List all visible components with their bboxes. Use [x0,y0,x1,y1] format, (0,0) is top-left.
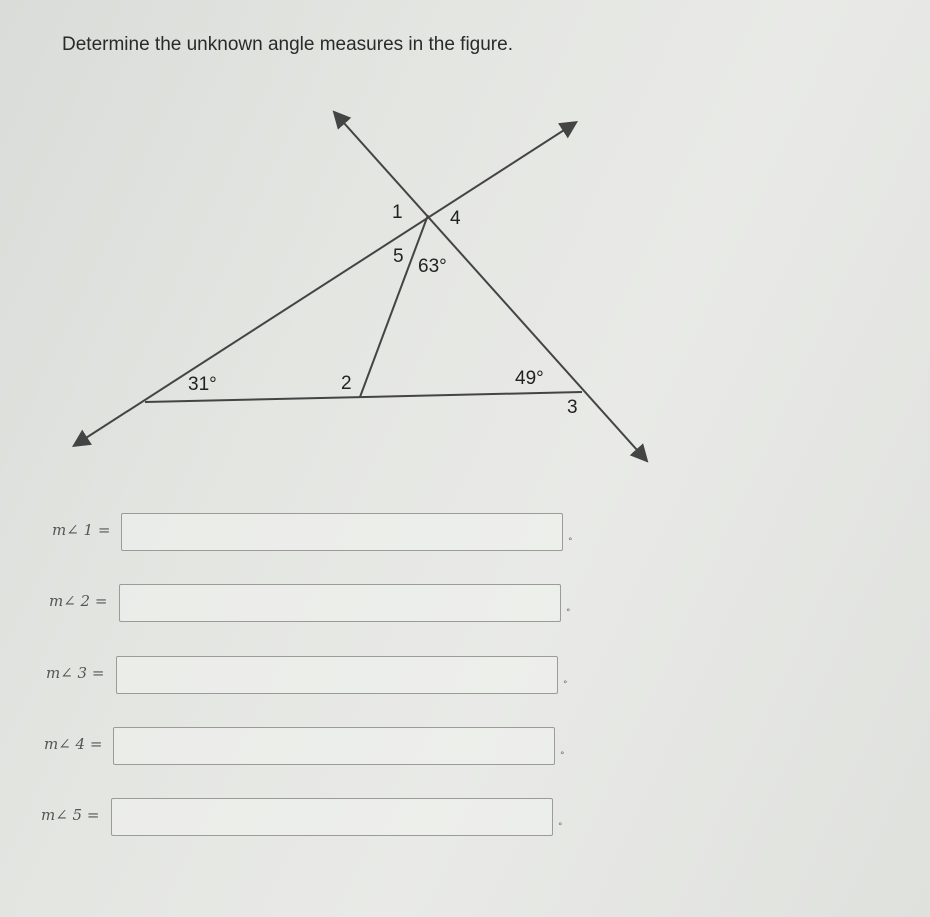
degree-mark-2: ° [566,608,571,618]
answer-label-3: m∠ 3 = [46,664,105,682]
angle-2-input[interactable] [119,584,561,622]
degree-mark-4: ° [560,751,565,761]
label-angle-5: 5 [393,246,404,267]
degree-mark-5: ° [558,822,563,832]
label-angle-2: 2 [341,373,352,394]
line-upper-left-to-lower-right [335,113,646,460]
angle-3-input[interactable] [116,656,558,694]
question-prompt: Determine the unknown angle measures in the figure. [62,34,513,55]
answer-label-2: m∠ 2 = [49,592,108,610]
label-given-63: 63° [418,256,447,277]
angle-4-input[interactable] [113,727,555,765]
degree-mark-3: ° [563,680,568,690]
line-lower-left-to-upper-right [75,123,575,445]
label-angle-4: 4 [450,208,461,229]
label-given-49: 49° [515,368,544,389]
line-inner-segment [360,215,428,397]
label-angle-1: 1 [392,202,403,223]
angle-5-input[interactable] [111,798,553,836]
angle-1-input[interactable] [121,513,563,551]
answer-label-1: m∠ 1 = [52,521,111,539]
label-angle-3: 3 [567,397,578,418]
label-given-31: 31° [188,374,217,395]
answer-label-4: m∠ 4 = [44,735,103,753]
answer-label-5: m∠ 5 = [41,806,100,824]
degree-mark-1: ° [568,537,573,547]
